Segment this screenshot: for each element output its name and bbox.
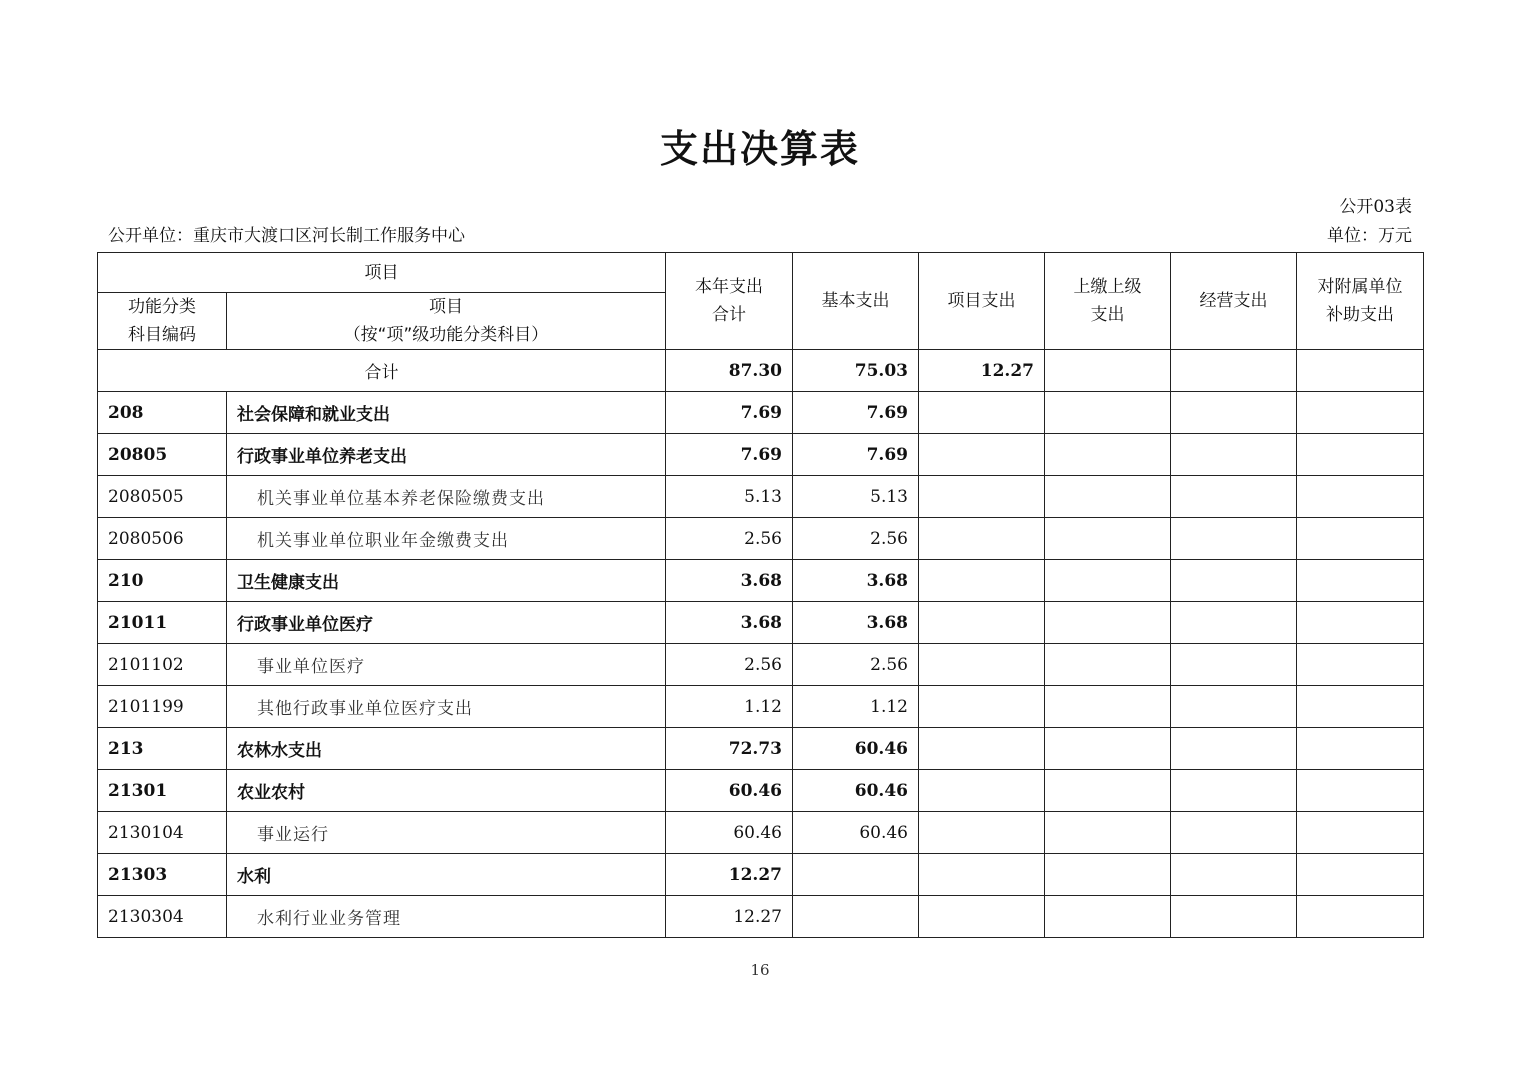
row-upper [1045,518,1171,560]
table-row [98,560,1424,602]
total-business [1171,350,1297,392]
row-upper [1045,392,1171,434]
page-number: 16 [750,961,770,979]
row-subsidy [1297,602,1424,644]
row-subsidy [1297,392,1424,434]
row-project [919,896,1045,938]
row-upper [1045,476,1171,518]
row-upper [1045,770,1171,812]
row-total: 2.56 [666,644,793,686]
row-upper [1045,602,1171,644]
row-total: 3.68 [666,602,793,644]
row-name: 水利 [227,854,666,896]
expenditure-table [97,252,1424,938]
row-total: 60.46 [666,812,793,854]
header-total: 本年支出 合计 [666,253,793,350]
row-subsidy [1297,434,1424,476]
header-basic: 基本支出 [793,253,919,350]
row-upper [1045,854,1171,896]
row-subsidy [1297,770,1424,812]
table-row [98,476,1424,518]
table-row [98,812,1424,854]
table-row [98,854,1424,896]
row-basic: 1.12 [793,686,919,728]
row-name: 事业单位医疗 [227,644,666,686]
row-project [919,644,1045,686]
row-business [1171,476,1297,518]
row-name: 其他行政事业单位医疗支出 [227,686,666,728]
row-business [1171,560,1297,602]
row-code: 2080506 [98,518,227,560]
row-business [1171,518,1297,560]
table-row [98,896,1424,938]
currency-unit: 单位：万元 [1327,226,1412,246]
reporting-unit: 公开单位：重庆市大渡口区河长制工作服务中心 [108,226,465,246]
row-business [1171,728,1297,770]
total-subsidy [1297,350,1424,392]
row-subsidy [1297,686,1424,728]
row-business [1171,896,1297,938]
row-upper [1045,644,1171,686]
row-business [1171,686,1297,728]
row-code: 20805 [98,434,227,476]
row-business [1171,644,1297,686]
row-basic: 60.46 [793,770,919,812]
row-total: 1.12 [666,686,793,728]
row-subsidy [1297,854,1424,896]
row-name: 社会保障和就业支出 [227,392,666,434]
row-project [919,770,1045,812]
row-basic [793,896,919,938]
total-basic: 75.03 [793,350,919,392]
table-row [98,644,1424,686]
table-row [98,770,1424,812]
row-basic: 60.46 [793,812,919,854]
row-business [1171,812,1297,854]
row-total: 60.46 [666,770,793,812]
row-total: 5.13 [666,476,793,518]
row-business [1171,602,1297,644]
row-basic [793,854,919,896]
row-code: 213 [98,728,227,770]
header-upper: 上缴上级 支出 [1045,253,1171,350]
row-code: 21301 [98,770,227,812]
row-business [1171,770,1297,812]
row-code: 2080505 [98,476,227,518]
row-basic: 7.69 [793,392,919,434]
row-business [1171,392,1297,434]
row-upper [1045,812,1171,854]
row-basic: 3.68 [793,602,919,644]
row-subsidy [1297,812,1424,854]
header-code: 功能分类 科目编码 [98,293,227,350]
row-upper [1045,434,1171,476]
header-business: 经营支出 [1171,253,1297,350]
row-total: 72.73 [666,728,793,770]
row-subsidy [1297,518,1424,560]
row-code: 21303 [98,854,227,896]
row-name: 水利行业业务管理 [227,896,666,938]
table-row [98,728,1424,770]
row-project [919,476,1045,518]
row-project [919,812,1045,854]
row-total: 12.27 [666,854,793,896]
row-project [919,686,1045,728]
row-total: 2.56 [666,518,793,560]
table-row [98,686,1424,728]
header-project: 项目支出 [919,253,1045,350]
row-upper [1045,686,1171,728]
row-business [1171,434,1297,476]
row-project [919,728,1045,770]
row-name: 行政事业单位养老支出 [227,434,666,476]
row-code: 2130304 [98,896,227,938]
row-code: 2101199 [98,686,227,728]
row-total: 7.69 [666,392,793,434]
row-name: 机关事业单位基本养老保险缴费支出 [227,476,666,518]
table-row [98,434,1424,476]
row-basic: 2.56 [793,518,919,560]
row-code: 208 [98,392,227,434]
total-row [98,350,1424,392]
row-name: 农业农村 [227,770,666,812]
row-subsidy [1297,476,1424,518]
row-total: 12.27 [666,896,793,938]
row-total: 7.69 [666,434,793,476]
total-label: 合计 [98,350,666,392]
total-upper [1045,350,1171,392]
row-code: 21011 [98,602,227,644]
row-code: 2130104 [98,812,227,854]
row-project [919,560,1045,602]
header-subsidy: 对附属单位 补助支出 [1297,253,1424,350]
row-basic: 3.68 [793,560,919,602]
row-code: 2101102 [98,644,227,686]
header-name: 项目 （按“项”级功能分类科目） [227,293,666,350]
row-project [919,392,1045,434]
row-name: 机关事业单位职业年金缴费支出 [227,518,666,560]
header-item: 项目 [98,253,666,293]
row-name: 行政事业单位医疗 [227,602,666,644]
table-row [98,392,1424,434]
row-basic: 2.56 [793,644,919,686]
row-upper [1045,896,1171,938]
row-upper [1045,560,1171,602]
row-project [919,602,1045,644]
row-basic: 60.46 [793,728,919,770]
row-total: 3.68 [666,560,793,602]
row-name: 农林水支出 [227,728,666,770]
total-project: 12.27 [919,350,1045,392]
page-title: 支出决算表 [659,127,860,171]
row-basic: 7.69 [793,434,919,476]
row-basic: 5.13 [793,476,919,518]
row-code: 210 [98,560,227,602]
row-project [919,518,1045,560]
table-row [98,602,1424,644]
row-project [919,434,1045,476]
row-subsidy [1297,896,1424,938]
total-amount: 87.30 [666,350,793,392]
row-subsidy [1297,560,1424,602]
row-name: 卫生健康支出 [227,560,666,602]
row-subsidy [1297,728,1424,770]
row-upper [1045,728,1171,770]
table-row [98,518,1424,560]
row-business [1171,854,1297,896]
row-project [919,854,1045,896]
row-subsidy [1297,644,1424,686]
form-number: 公开03表 [1339,197,1412,217]
row-name: 事业运行 [227,812,666,854]
